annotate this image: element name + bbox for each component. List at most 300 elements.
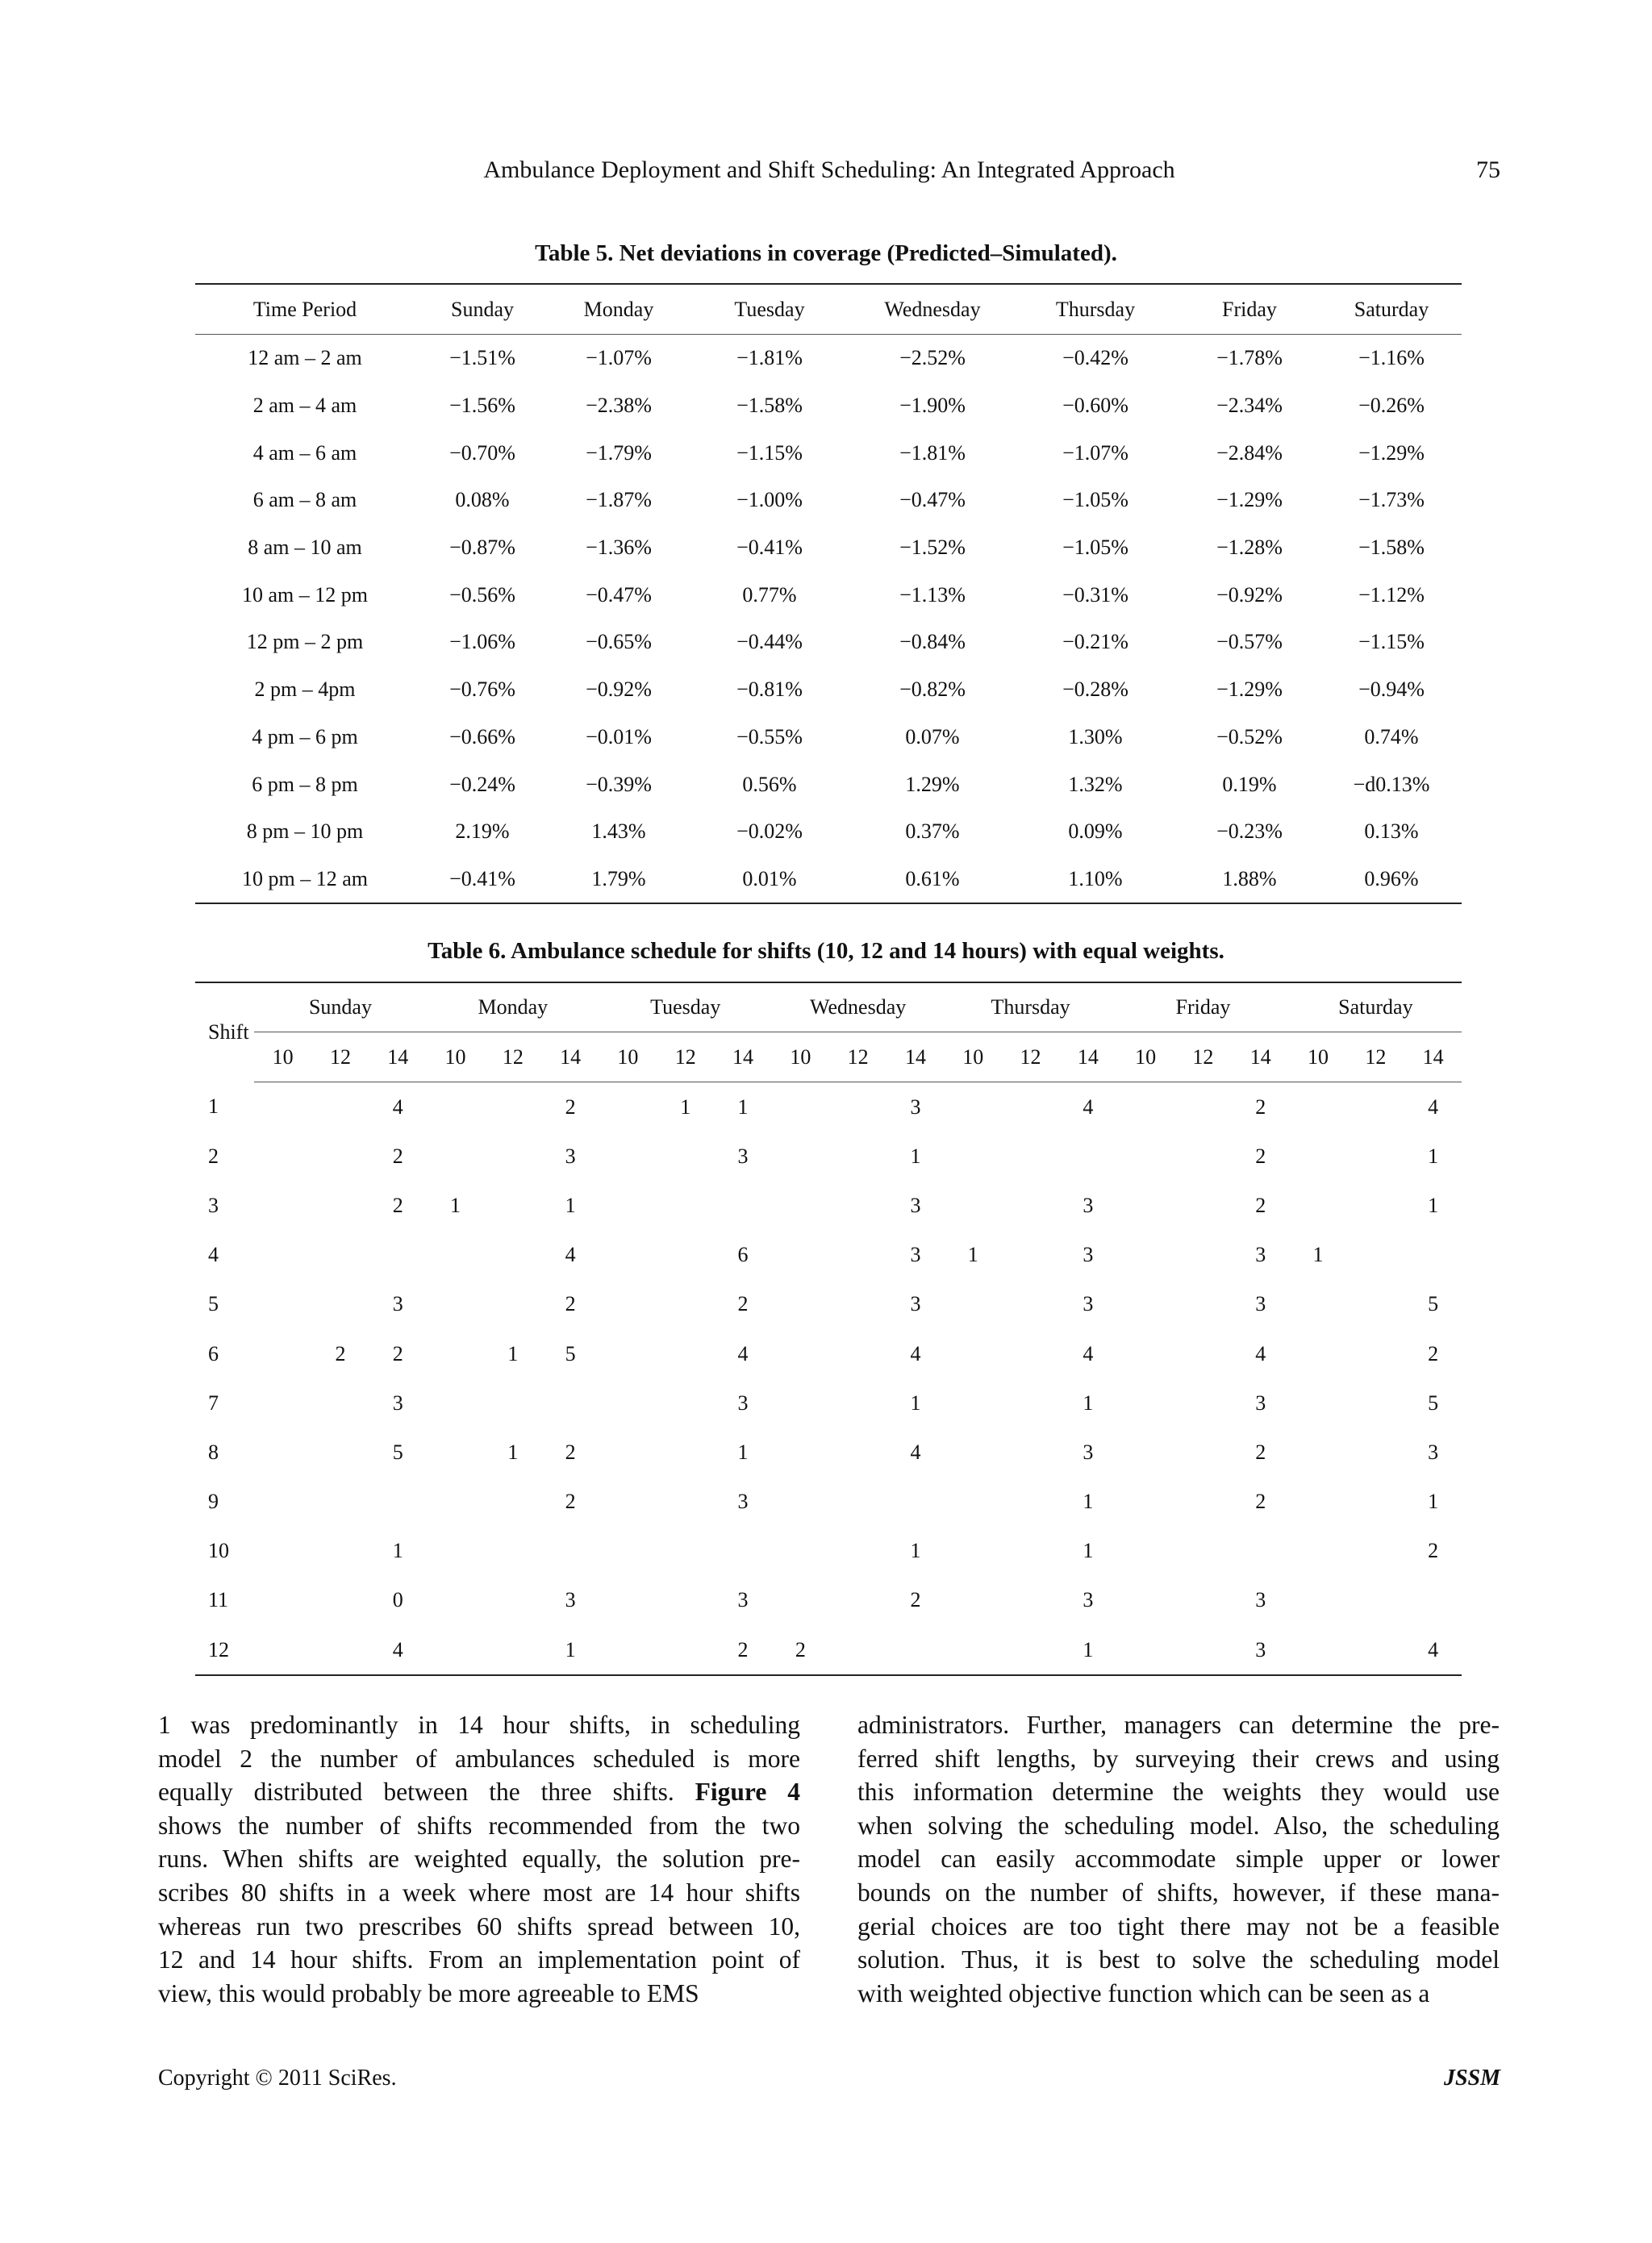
body-text-line: 12 and 14 hour shifts. From an implementation point of [158, 1945, 800, 1974]
ambulance-count-cell: 1 [392, 1539, 403, 1563]
ambulance-count-cell: 1 [910, 1539, 921, 1563]
ambulance-count-cell: 2 [1428, 1341, 1439, 1365]
ambulance-count-cell [599, 1428, 657, 1477]
deviation-cell: 1.79% [591, 866, 646, 890]
time-period-cell: 12 am – 2 am [248, 346, 362, 370]
ambulance-count-cell: 3 [1083, 1193, 1094, 1217]
ambulance-count-cell: 6 [737, 1243, 749, 1267]
table-row [195, 571, 1462, 619]
ambulance-count-cell [484, 1280, 541, 1329]
ambulance-count-cell [1174, 1231, 1232, 1280]
ambulance-count-cell [1347, 1082, 1404, 1132]
deviation-cell: −1.58% [1358, 536, 1425, 560]
shift-length-header: 10 [599, 1032, 657, 1082]
table-row [195, 1181, 1462, 1230]
ambulance-count-cell: 5 [392, 1440, 403, 1464]
shift-length-header: 12 [311, 1032, 369, 1082]
table-row [195, 1478, 1462, 1527]
ambulance-count-cell [829, 1181, 886, 1230]
ambulance-count-cell: 1 [565, 1637, 576, 1661]
ambulance-count-cell [1289, 1181, 1346, 1230]
shift-number-cell: 12 [208, 1637, 229, 1661]
deviation-cell: −1.05% [1062, 488, 1128, 512]
ambulance-count-cell: 2 [1255, 1094, 1266, 1119]
ambulance-count-cell [1002, 1280, 1059, 1329]
body-text-column-left [158, 1708, 800, 2010]
ambulance-count-cell [254, 1181, 311, 1230]
ambulance-count-cell: 3 [910, 1094, 921, 1119]
shift-length-header: 14 [1232, 1032, 1289, 1082]
body-text-line: runs. When shifts are weighted equally, the solution pre- [158, 1845, 800, 1874]
ambulance-count-cell [311, 1527, 369, 1576]
ambulance-count-cell [484, 1478, 541, 1527]
ambulance-count-cell: 1 [1428, 1144, 1439, 1168]
ambulance-count-cell: 2 [1255, 1440, 1266, 1464]
deviation-cell: 0.09% [1068, 819, 1123, 844]
ambulance-count-cell: 2 [737, 1637, 749, 1661]
ambulance-count-cell: 4 [737, 1341, 749, 1365]
deviation-cell: −1.12% [1358, 582, 1425, 607]
table-row [195, 1378, 1462, 1428]
ambulance-count-cell [1174, 1478, 1232, 1527]
table5-column-header: Saturday [1321, 284, 1462, 335]
ambulance-count-cell [1289, 1428, 1346, 1477]
ambulance-count-cell [657, 1576, 714, 1625]
table-row [195, 429, 1462, 477]
ambulance-count-cell [1174, 1527, 1232, 1576]
table-row [195, 1082, 1462, 1132]
ambulance-count-cell: 1 [565, 1193, 576, 1217]
table-row [195, 335, 1462, 382]
body-text-line: view, this would probably be more agreeable to EMS [158, 1978, 699, 2007]
ambulance-count-cell [311, 1181, 369, 1230]
table-row [195, 1428, 1462, 1477]
ambulance-count-cell: 1 [737, 1094, 749, 1119]
deviation-cell: 0.56% [742, 772, 797, 796]
table5-column-header: Sunday [415, 284, 550, 335]
ambulance-count-cell [1289, 1527, 1346, 1576]
shift-column-header: Shift [208, 1020, 249, 1044]
table5-header-row [195, 284, 1462, 335]
deviation-cell: −1.28% [1216, 536, 1283, 560]
ambulance-count-cell: 2 [565, 1094, 576, 1119]
deviation-cell: 0.96% [1364, 866, 1419, 890]
table-row [195, 382, 1462, 430]
ambulance-count-cell: 4 [392, 1094, 403, 1119]
ambulance-count-cell [1174, 1181, 1232, 1230]
deviation-cell: −0.28% [1062, 677, 1128, 702]
shift-number-cell: 4 [208, 1243, 219, 1267]
ambulance-count-cell: 3 [1255, 1588, 1266, 1612]
shift-length-header: 14 [1404, 1032, 1462, 1082]
ambulance-count-cell [1002, 1132, 1059, 1181]
deviation-cell: −1.29% [1216, 488, 1283, 512]
ambulance-count-cell [657, 1378, 714, 1428]
ambulance-count-cell: 2 [565, 1490, 576, 1514]
ambulance-count-cell [427, 1280, 484, 1329]
deviation-cell: −0.92% [586, 677, 652, 702]
deviation-cell: −1.29% [1358, 440, 1425, 465]
body-text-line: model 2 the number of ambulances scheduled is more [158, 1744, 800, 1773]
running-title: Ambulance Deployment and Shift Scheduling: An Integrated Approach [483, 156, 1175, 183]
ambulance-count-cell [1289, 1329, 1346, 1378]
time-period-cell: 12 pm – 2 pm [246, 630, 364, 654]
ambulance-count-cell [945, 1082, 1002, 1132]
deviation-cell: −2.84% [1216, 440, 1283, 465]
deviation-cell: −1.81% [899, 440, 966, 465]
ambulance-count-cell [772, 1132, 829, 1181]
ambulance-count-cell [599, 1280, 657, 1329]
ambulance-count-cell [311, 1428, 369, 1477]
ambulance-count-cell [1059, 1132, 1116, 1181]
ambulance-count-cell [657, 1181, 714, 1230]
ambulance-count-cell: 0 [392, 1588, 403, 1612]
table6-day-header-row [195, 982, 1462, 1032]
ambulance-count-cell [829, 1576, 886, 1625]
time-period-cell: 6 am – 8 am [252, 488, 357, 512]
ambulance-count-cell: 1 [1083, 1390, 1094, 1415]
ambulance-count-cell [254, 1280, 311, 1329]
day-header: Saturday [1289, 982, 1462, 1032]
day-header: Wednesday [772, 982, 945, 1032]
ambulance-count-cell [772, 1378, 829, 1428]
time-period-cell: 8 pm – 10 pm [246, 819, 364, 844]
ambulance-count-cell [599, 1625, 657, 1675]
deviation-cell: −1.90% [899, 394, 966, 418]
deviation-cell: 0.13% [1364, 819, 1419, 844]
ambulance-count-cell [1002, 1181, 1059, 1230]
shift-length-header: 10 [1116, 1032, 1174, 1082]
ambulance-count-cell: 1 [1428, 1490, 1439, 1514]
day-header: Friday [1116, 982, 1289, 1032]
ambulance-count-cell: 2 [795, 1637, 806, 1661]
shift-length-header: 12 [1002, 1032, 1059, 1082]
ambulance-count-cell [1116, 1329, 1174, 1378]
ambulance-count-cell: 3 [1255, 1637, 1266, 1661]
ambulance-count-cell [829, 1478, 886, 1527]
ambulance-count-cell [427, 1625, 484, 1675]
shift-number-cell: 1 [208, 1094, 219, 1119]
ambulance-count-cell [1347, 1280, 1404, 1329]
table-row [195, 477, 1462, 524]
ambulance-count-cell [1174, 1329, 1232, 1378]
ambulance-count-cell [1289, 1132, 1346, 1181]
deviation-cell: −2.52% [899, 346, 966, 370]
deviation-cell: −1.00% [736, 488, 803, 512]
ambulance-count-cell: 1 [680, 1094, 691, 1119]
ambulance-count-cell [1232, 1527, 1289, 1576]
table-row [195, 619, 1462, 666]
ambulance-count-cell: 3 [1428, 1440, 1439, 1464]
deviation-cell: 1.30% [1068, 724, 1123, 748]
ambulance-count-cell [1174, 1082, 1232, 1132]
ambulance-count-cell [599, 1132, 657, 1181]
deviation-cell: 2.19% [455, 819, 510, 844]
deviation-cell: 0.77% [742, 582, 797, 607]
ambulance-count-cell [1116, 1378, 1174, 1428]
ambulance-count-cell: 2 [392, 1144, 403, 1168]
shift-number-cell: 3 [208, 1193, 219, 1217]
deviation-cell: 0.74% [1364, 724, 1419, 748]
journal-name: JSSM [1443, 2066, 1500, 2091]
ambulance-count-cell: 2 [1255, 1490, 1266, 1514]
ambulance-count-cell: 3 [737, 1144, 749, 1168]
ambulance-count-cell [1347, 1378, 1404, 1428]
ambulance-count-cell [945, 1329, 1002, 1378]
ambulance-count-cell [772, 1428, 829, 1477]
ambulance-count-cell [657, 1280, 714, 1329]
ambulance-count-cell [427, 1428, 484, 1477]
deviation-cell: −0.87% [449, 536, 515, 560]
body-text-line: this information determine the weights they would use [857, 1778, 1500, 1807]
ambulance-count-cell [945, 1527, 1002, 1576]
table5-column-header: Monday [550, 284, 687, 335]
ambulance-count-cell: 4 [565, 1243, 576, 1267]
ambulance-count-cell [714, 1181, 771, 1230]
ambulance-count-cell [369, 1231, 427, 1280]
ambulance-count-cell: 1 [450, 1193, 461, 1217]
ambulance-count-cell: 3 [1255, 1243, 1266, 1267]
ambulance-count-cell [1174, 1428, 1232, 1477]
ambulance-count-cell [1347, 1132, 1404, 1181]
body-text-line: whereas run two prescribes 60 shifts spread between 10, [158, 1912, 800, 1941]
figure-reference: Figure 4 [695, 1778, 801, 1807]
ambulance-count-cell [945, 1478, 1002, 1527]
table-row [195, 761, 1462, 808]
ambulance-count-cell: 2 [1255, 1193, 1266, 1217]
deviation-cell: 0.37% [905, 819, 960, 844]
ambulance-count-cell [1404, 1576, 1462, 1625]
ambulance-count-cell [829, 1329, 886, 1378]
ambulance-count-cell [945, 1378, 1002, 1428]
ambulance-count-cell [541, 1378, 599, 1428]
ambulance-count-cell [829, 1625, 886, 1675]
ambulance-count-cell [1116, 1231, 1174, 1280]
ambulance-count-cell [484, 1181, 541, 1230]
ambulance-count-cell: 1 [507, 1341, 519, 1365]
table-row [195, 1625, 1462, 1675]
ambulance-count-cell [714, 1527, 771, 1576]
deviation-cell: 1.10% [1068, 866, 1123, 890]
shift-length-header: 14 [714, 1032, 771, 1082]
ambulance-count-cell [657, 1329, 714, 1378]
deviation-cell: −0.44% [736, 630, 803, 654]
ambulance-count-cell [1174, 1378, 1232, 1428]
deviation-cell: −0.47% [586, 582, 652, 607]
ambulance-count-cell: 2 [392, 1341, 403, 1365]
ambulance-count-cell [829, 1231, 886, 1280]
ambulance-count-cell [829, 1082, 886, 1132]
ambulance-count-cell [1347, 1527, 1404, 1576]
ambulance-count-cell [772, 1527, 829, 1576]
ambulance-count-cell [829, 1280, 886, 1329]
ambulance-count-cell [1116, 1478, 1174, 1527]
table-row [195, 856, 1462, 904]
table5-column-header: Wednesday [852, 284, 1013, 335]
shift-length-header: 14 [541, 1032, 599, 1082]
deviation-cell: −0.82% [899, 677, 966, 702]
ambulance-count-cell: 3 [1255, 1292, 1266, 1316]
table5-column-header: Friday [1178, 284, 1321, 335]
ambulance-count-cell [657, 1132, 714, 1181]
ambulance-count-cell: 2 [565, 1440, 576, 1464]
deviation-cell: −0.41% [449, 866, 515, 890]
ambulance-count-cell [1289, 1280, 1346, 1329]
deviation-cell: −0.57% [1216, 630, 1283, 654]
deviation-cell: −1.78% [1216, 346, 1283, 370]
ambulance-count-cell [1174, 1625, 1232, 1675]
ambulance-count-cell: 1 [1428, 1193, 1439, 1217]
ambulance-count-cell [254, 1527, 311, 1576]
ambulance-count-cell [772, 1329, 829, 1378]
ambulance-count-cell [1116, 1576, 1174, 1625]
day-header: Monday [427, 982, 599, 1032]
table-row [195, 808, 1462, 856]
deviation-cell: 1.43% [591, 819, 646, 844]
deviation-cell: −0.23% [1216, 819, 1283, 844]
deviation-cell: −1.73% [1358, 488, 1425, 512]
ambulance-count-cell: 4 [392, 1637, 403, 1661]
ambulance-count-cell [254, 1478, 311, 1527]
deviation-cell: 1.88% [1222, 866, 1277, 890]
ambulance-count-cell [254, 1378, 311, 1428]
body-text-line: gerial choices are too tight there may not be a feasible [857, 1912, 1500, 1941]
ambulance-count-cell [311, 1231, 369, 1280]
deviation-cell: −0.01% [586, 724, 652, 748]
ambulance-count-cell: 2 [392, 1193, 403, 1217]
ambulance-count-cell [427, 1082, 484, 1132]
ambulance-count-cell [772, 1082, 829, 1132]
deviation-cell: −2.38% [586, 394, 652, 418]
ambulance-count-cell [1347, 1181, 1404, 1230]
body-text-column-right [857, 1708, 1500, 2010]
table-row [195, 714, 1462, 761]
deviation-cell: −1.36% [586, 536, 652, 560]
ambulance-count-cell: 2 [335, 1341, 346, 1365]
body-text-line: ferred shift lengths, by surveying their crews and using [857, 1744, 1500, 1773]
ambulance-count-cell [599, 1181, 657, 1230]
deviation-cell: 0.19% [1222, 772, 1277, 796]
ambulance-count-cell [657, 1231, 714, 1280]
table5-net-deviations [195, 283, 1462, 904]
ambulance-count-cell [1289, 1576, 1346, 1625]
table-row [195, 1527, 1462, 1576]
deviation-cell: −0.41% [736, 536, 803, 560]
shift-number-cell: 11 [208, 1588, 229, 1612]
deviation-cell: −1.05% [1062, 536, 1128, 560]
shift-number-cell: 2 [208, 1144, 219, 1168]
shift-length-header: 14 [1059, 1032, 1116, 1082]
ambulance-count-cell [657, 1478, 714, 1527]
ambulance-count-cell [1174, 1132, 1232, 1181]
deviation-cell: −1.16% [1358, 346, 1425, 370]
time-period-cell: 6 pm – 8 pm [252, 772, 358, 796]
ambulance-count-cell [254, 1132, 311, 1181]
ambulance-count-cell [1289, 1625, 1346, 1675]
ambulance-count-cell [311, 1478, 369, 1527]
ambulance-count-cell: 4 [1428, 1094, 1439, 1119]
ambulance-count-cell [945, 1576, 1002, 1625]
ambulance-count-cell: 3 [1255, 1390, 1266, 1415]
ambulance-count-cell [311, 1576, 369, 1625]
time-period-cell: 4 pm – 6 pm [252, 724, 358, 748]
table-row [195, 1132, 1462, 1181]
deviation-cell: −0.60% [1062, 394, 1128, 418]
deviation-cell: −d0.13% [1353, 772, 1430, 796]
ambulance-count-cell: 3 [910, 1243, 921, 1267]
deviation-cell: −1.52% [899, 536, 966, 560]
deviation-cell: −0.21% [1062, 630, 1128, 654]
ambulance-count-cell: 4 [1428, 1637, 1439, 1661]
ambulance-count-cell [541, 1527, 599, 1576]
ambulance-count-cell [772, 1181, 829, 1230]
deviation-cell: 1.32% [1068, 772, 1123, 796]
ambulance-count-cell: 3 [1083, 1243, 1094, 1267]
ambulance-count-cell [254, 1082, 311, 1132]
day-header: Sunday [254, 982, 427, 1032]
table-row [195, 1231, 1462, 1280]
ambulance-count-cell [427, 1478, 484, 1527]
ambulance-count-cell [945, 1132, 1002, 1181]
ambulance-count-cell [1116, 1428, 1174, 1477]
shift-length-header: 10 [945, 1032, 1002, 1082]
ambulance-count-cell [1289, 1082, 1346, 1132]
shift-number-cell: 6 [208, 1341, 219, 1365]
deviation-cell: −0.47% [899, 488, 966, 512]
ambulance-count-cell: 1 [967, 1243, 978, 1267]
ambulance-count-cell [254, 1576, 311, 1625]
ambulance-count-cell: 1 [910, 1144, 921, 1168]
ambulance-count-cell [657, 1428, 714, 1477]
deviation-cell: −1.81% [736, 346, 803, 370]
ambulance-count-cell [1002, 1329, 1059, 1378]
table-row [195, 1329, 1462, 1378]
shift-length-header: 10 [427, 1032, 484, 1082]
deviation-cell: −1.07% [586, 346, 652, 370]
shift-length-header: 10 [1289, 1032, 1346, 1082]
body-text-line: solution. Thus, it is best to solve the scheduling model [857, 1945, 1500, 1974]
shift-number-cell: 8 [208, 1440, 219, 1464]
ambulance-count-cell [772, 1478, 829, 1527]
time-period-cell: 4 am – 6 am [252, 440, 357, 465]
ambulance-count-cell [1289, 1378, 1346, 1428]
deviation-cell: −0.84% [899, 630, 966, 654]
ambulance-count-cell [1116, 1280, 1174, 1329]
ambulance-count-cell [1116, 1082, 1174, 1132]
day-header: Tuesday [599, 982, 772, 1032]
shift-length-header: 12 [1347, 1032, 1404, 1082]
ambulance-count-cell: 5 [565, 1341, 576, 1365]
table-row [195, 1280, 1462, 1329]
body-text-line: 1 was predominantly in 14 hour shifts, in scheduling [158, 1711, 800, 1739]
body-text-line: with weighted objective function which can be seen as a [857, 1978, 1430, 2007]
ambulance-count-cell [427, 1329, 484, 1378]
table6-caption: Table 6. Ambulance schedule for shifts (10, 12 and 14 hours) with equal weights. [428, 938, 1224, 964]
ambulance-count-cell [427, 1378, 484, 1428]
time-period-cell: 10 pm – 12 am [242, 866, 368, 890]
deviation-cell: −1.06% [449, 630, 515, 654]
ambulance-count-cell [772, 1231, 829, 1280]
ambulance-count-cell [484, 1576, 541, 1625]
ambulance-count-cell [829, 1378, 886, 1428]
ambulance-count-cell: 2 [1428, 1539, 1439, 1563]
ambulance-count-cell [1002, 1576, 1059, 1625]
ambulance-count-cell [945, 1181, 1002, 1230]
ambulance-count-cell: 1 [507, 1440, 519, 1464]
ambulance-count-cell: 4 [1255, 1341, 1266, 1365]
ambulance-count-cell: 3 [1083, 1440, 1094, 1464]
ambulance-count-cell: 1 [1083, 1490, 1094, 1514]
